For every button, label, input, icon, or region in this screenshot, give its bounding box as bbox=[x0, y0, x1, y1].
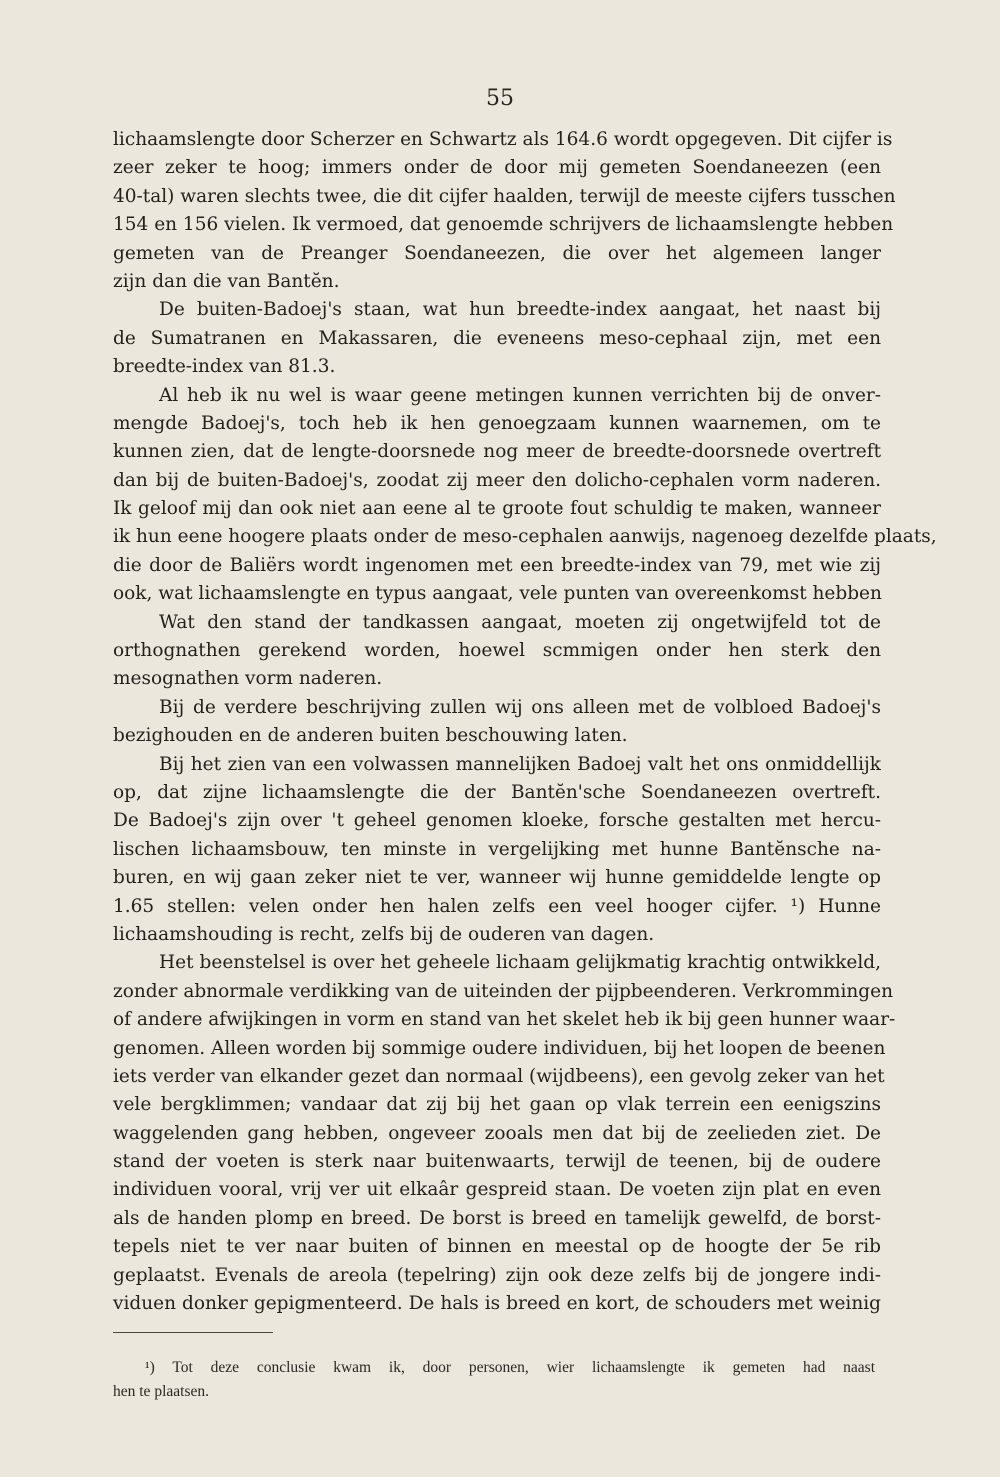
text-line: zonder abnormale verdikking van de uiteinden der pijpbeenderen. Verkrommingen bbox=[113, 980, 893, 1002]
text-line: de Sumatranen en Makassaren, die eveneens meso-cephaal zijn, met een bbox=[113, 327, 881, 349]
paragraph-start-line: Bij de verdere beschrijving zullen wij ons alleen met de volbloed Badoej's bbox=[159, 696, 881, 718]
text-line: die door de Baliërs wordt ingenomen met een breedte-index van 79, met wie zij bbox=[113, 554, 881, 576]
text-line: zeer zeker te hoog; immers onder de door mij gemeten Soendaneezen (een bbox=[113, 157, 881, 179]
text-line: genomen. Alleen worden bij sommige oudere individuen, bij het loopen de beenen bbox=[113, 1037, 886, 1059]
text-line: lichaamshouding is recht, zelfs bij de ouderen van dagen. bbox=[113, 923, 655, 945]
text-line: of andere afwijkingen in vorm en stand van het skelet heb ik bij geen hunner waar- bbox=[113, 1009, 896, 1031]
text-line: 40-tal) waren slechts twee, die dit cijfer haalden, terwijl de meeste cijfers tusschen bbox=[113, 185, 896, 207]
text-line: gemeten van de Preanger Soendaneezen, die over het algemeen langer bbox=[113, 242, 881, 264]
paragraph-start-line: Al heb ik nu wel is waar geene metingen kunnen verrichten bij de onver- bbox=[159, 384, 881, 406]
text-line: op, dat zijne lichaamslengte die der Bantĕn'sche Soendaneezen overtreft. bbox=[113, 781, 881, 803]
paragraph-start-line: Het beenstelsel is over het geheele lichaam gelijkmatig krachtig ontwikkeld, bbox=[159, 952, 881, 974]
text-line: lischen lichaamsbouw, ten minste in vergelijking met hunne Bantĕnsche na- bbox=[113, 838, 881, 860]
body-text bbox=[113, 126, 937, 1318]
text-line: iets verder van elkander gezet dan normaal (wijdbeens), een gevolg zeker van het bbox=[113, 1065, 885, 1087]
text-line: tepels niet te ver naar buiten of binnen en meestal op de hoogte der 5e rib bbox=[113, 1236, 881, 1258]
footnote bbox=[113, 1356, 875, 1404]
text-line: mesognathen vorm naderen. bbox=[113, 668, 383, 690]
text-line: ook, wat lichaamslengte en typus aangaat, vele punten van overeenkomst hebben bbox=[113, 583, 882, 605]
text-line: 154 en 156 vielen. Ik vermoed, dat genoemde schrijvers de lichaamslengte hebben bbox=[113, 214, 894, 236]
text-line: dan bij de buiten-Badoej's, zoodat zij meer den dolicho-cephalen vorm naderen. bbox=[113, 469, 881, 491]
footnote-line: hen te plaatsen. bbox=[113, 1383, 209, 1400]
text-line: orthognathen gerekend worden, hoewel scmmigen onder hen sterk den bbox=[113, 640, 881, 662]
text-line: waggelenden gang hebben, ongeveer zooals men dat bij de zeelieden ziet. De bbox=[113, 1122, 881, 1144]
footnote-divider bbox=[113, 1332, 273, 1333]
text-line: stand der voeten is sterk naar buitenwaarts, terwijl de teenen, bij de oudere bbox=[113, 1151, 881, 1173]
text-line: buren, en wij gaan zeker niet te ver, wanneer wij hunne gemiddelde lengte op bbox=[113, 867, 881, 889]
text-line: mengde Badoej's, toch heb ik hen genoegzaam kunnen waarnemen, om te bbox=[113, 412, 881, 434]
text-line: breedte-index van 81.3. bbox=[113, 356, 336, 378]
text-line: 1.65 stellen: velen onder hen halen zelfs een veel hooger cijfer. ¹) Hunne bbox=[113, 895, 881, 917]
text-line: De Badoej's zijn over 't geheel genomen kloeke, forsche gestalten met hercu- bbox=[113, 810, 881, 832]
page-number: 55 bbox=[486, 86, 514, 111]
text-line: vele bergklimmen; vandaar dat zij bij het gaan op vlak terrein een eenigszins bbox=[113, 1094, 881, 1116]
text-line: geplaatst. Evenals de areola (tepelring) zijn ook deze zelfs bij de jongere indi- bbox=[113, 1264, 881, 1286]
text-line: viduen donker gepigmenteerd. De hals is breed en kort, de schouders met weinig bbox=[113, 1293, 881, 1315]
paragraph-start-line: Bij het zien van een volwassen mannelijken Badoej valt het ons onmiddellijk bbox=[159, 753, 881, 775]
paragraph-start-line: De buiten-Badoej's staan, wat hun breedte-index aangaat, het naast bij bbox=[159, 299, 881, 321]
footnote-line: ¹) Tot deze conclusie kwam ik, door personen, wier lichaamslengte ik gemeten had naast bbox=[145, 1359, 875, 1376]
text-line: zijn dan die van Bantĕn. bbox=[113, 270, 340, 292]
text-line: lichaamslengte door Scherzer en Schwartz als 164.6 wordt opgegeven. Dit cijfer is bbox=[113, 129, 893, 150]
text-line: individuen vooral, vrij ver uit elkaâr gespreid staan. De voeten zijn plat en even bbox=[113, 1179, 881, 1201]
text-line: ik hun eene hoogere plaats onder de meso-cephalen aanwijs, nagenoeg dezelfde plaats, bbox=[113, 526, 937, 548]
text-line: kunnen zien, dat de lengte-doorsnede nog meer de breedte-doorsnede overtreft bbox=[113, 441, 881, 463]
paragraph-start-line: Wat den stand der tandkassen aangaat, moeten zij ongetwijfeld tot de bbox=[159, 611, 881, 633]
text-line: Ik geloof mij dan ook niet aan eene al te groote fout schuldig te maken, wanneer bbox=[113, 498, 881, 520]
text-line: als de handen plomp en breed. De borst is breed en tamelijk gewelfd, de borst- bbox=[113, 1207, 881, 1229]
text-line: bezighouden en de anderen buiten beschouwing laten. bbox=[113, 725, 628, 747]
